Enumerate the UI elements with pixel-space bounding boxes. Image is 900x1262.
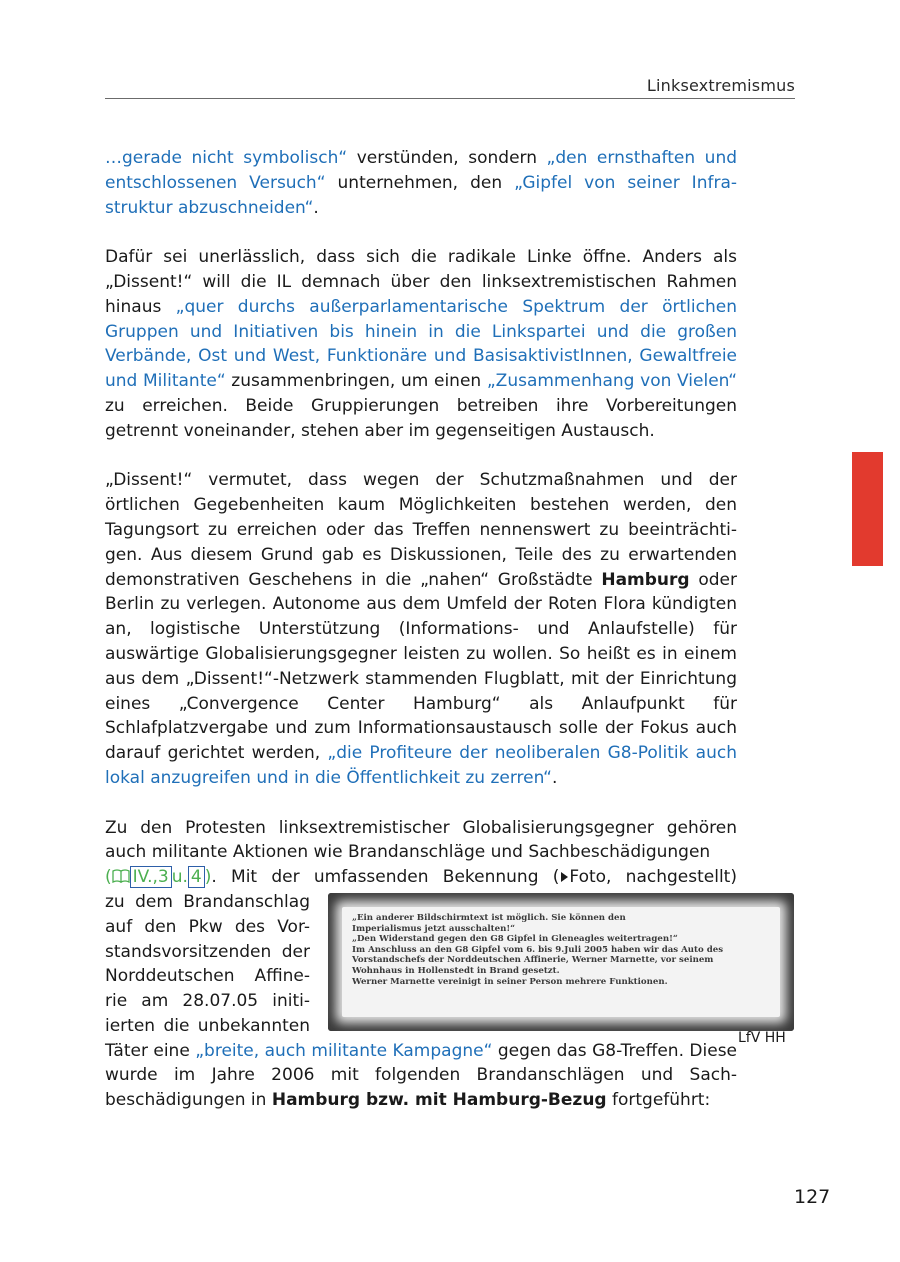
text-span: gegen das G8-Treffen. Diese wurde im Jahre 2006 mit folgenden Brandanschlägen und Sachbeschädigungen in bbox=[105, 1040, 738, 1111]
photo-line: „Ein anderer Bildschirmtext ist möglich. Sie können den bbox=[352, 913, 626, 923]
photo-line: Wohnhaus in Hollenstedt in Brand gesetzt. bbox=[352, 965, 560, 976]
photo-line: Im Anschluss an den G8 Gipfel vom 6. bis 9.Juli 2005 haben wir das Auto des bbox=[352, 944, 724, 955]
quote-5: „Zusammenhang von Vielen“ bbox=[486, 371, 738, 392]
paragraph-3 bbox=[105, 468, 737, 790]
photo-line: Werner Marnette vereinigt in seiner Person mehrere Funktionen. bbox=[352, 976, 668, 987]
reference-link-a[interactable]: IV.,3 bbox=[130, 866, 172, 888]
wrapped-lines bbox=[105, 890, 310, 1039]
text-span: verstünden, sondern bbox=[347, 148, 547, 168]
quote-1: …gerade nicht symbolisch“ bbox=[105, 148, 348, 168]
text-span: unternehmen, den bbox=[325, 172, 515, 193]
ref-connector: u. bbox=[171, 867, 188, 888]
text-span: . Mit der umfassenden Bekennung ( bbox=[211, 867, 560, 888]
wrap-line: standsvorsitzenden der bbox=[105, 941, 310, 962]
text-span: zu erreichen. Beide Gruppierungen betreiben ihre Vorbereitungen getrennt voneinander, stehen aber im gegenseitigen Austausch. bbox=[105, 395, 737, 441]
text-span: Dafür sei unerlässlich, dass sich die radikale Linke öffne. Anders als „Dissent!“ will die IL demnach über den linksextremistischen Rahmen hinaus bbox=[105, 247, 737, 317]
paragraph-2 bbox=[105, 245, 737, 443]
photo-line: Vorstandschefs der Norddeutschen Affinerie, Werner Marnette, vor seinem bbox=[352, 955, 714, 966]
text-span: . bbox=[313, 197, 319, 218]
reference-line bbox=[105, 865, 737, 890]
photo-line: Imperialismus jetzt ausschalten!“ bbox=[352, 923, 516, 934]
bold-hamburg: Hamburg bbox=[601, 569, 690, 590]
wrap-line: ierten die unbekannten bbox=[105, 1015, 310, 1036]
text-span: . bbox=[551, 767, 558, 788]
quote-3: „Gipfel von seiner Infrastruktur abzuschneiden“ bbox=[105, 172, 738, 218]
photo-credit: LfV HH bbox=[738, 1030, 786, 1046]
header-title: Linksextremismus bbox=[646, 76, 795, 95]
text-span: fortgeführt: bbox=[606, 1090, 711, 1111]
page-number: 127 bbox=[794, 1186, 831, 1208]
wrap-line: auf den Pkw des Vor- bbox=[105, 916, 310, 937]
text-span: zusammenbringen, um einen bbox=[225, 371, 487, 392]
bold-hamburg-bezug: Hamburg bzw. mit Hamburg-Bezug bbox=[271, 1090, 607, 1111]
running-header bbox=[105, 74, 795, 99]
ref-paren: ) bbox=[204, 867, 212, 888]
chapter-side-tab bbox=[852, 452, 883, 566]
text-span: Foto, nachgestellt) bbox=[569, 867, 737, 888]
paragraph-1 bbox=[105, 146, 737, 220]
text-span: Zu den Protesten linksextremistischer Globalisierungsgegner gehören auch militante Aktionen wie Brandanschläge und Sachbeschädigungen bbox=[105, 817, 737, 863]
quote-4: „quer durchs außerparlamentarische Spektrum der örtlichen Gruppen und Initiativen bis hinein in die Linkspartei und die großen Verbände, Ost und West, Funktionäre und BasisaktivistInnen, Gewaltfreie und Militante“ bbox=[105, 296, 737, 392]
reference-link-b[interactable]: 4 bbox=[188, 866, 205, 888]
quote-7: „breite, auch militante Kampagne“ bbox=[195, 1040, 493, 1061]
photo-line: „Den Widerstand gegen den G8 Gipfel in Gleneagles weitertragen!“ bbox=[352, 934, 678, 945]
photo-text bbox=[342, 907, 780, 1017]
wrap-line: zu dem Brandanschlag bbox=[105, 891, 310, 912]
book-icon bbox=[112, 866, 130, 880]
wrap-line: Norddeutschen Affine- bbox=[105, 966, 310, 987]
ref-paren: ( bbox=[105, 867, 112, 888]
text-span: oder Berlin zu verlegen. Autonome aus dem Umfeld der Roten Flora kündigten an, logistische Unterstützung (Informations- und Anlaufstelle) für auswärtige Globalisierungsgegner leisten zu wollen. So heißt es in einem aus dem „Dissent!“-Netzwerk stammenden Flugblatt, mit der Einrichtung eines „Convergence Center Hamburg“ als Anlaufpunkt für Schlafplatzvergabe und zum Informationsaustausch solle der Fokus auch darauf gerichtet werden, bbox=[105, 569, 738, 764]
arrow-right-icon bbox=[559, 866, 569, 878]
wrap-line: rie am 28.07.05 initi- bbox=[105, 991, 310, 1012]
quote-2: „den ernsthaften und entschlossenen Versuch“ bbox=[105, 148, 738, 193]
quote-6: „die Profiteure der neoliberalen G8-Politik auch lokal anzugreifen und in die Öffentlichkeit zu zerren“ bbox=[105, 743, 737, 788]
confession-letter-photo bbox=[328, 893, 794, 1031]
text-span: „Dissent!“ vermutet, dass wegen der Schutzmaßnahmen und der örtlichen Gegebenheiten kaum Möglichkeiten bestehen werden, den Tagungsort zu erreichen oder das Treffen nennenswert zu beeinträchtigen. Aus diesem Grund gab es Diskussionen, Teile des zu erwartenden demonstrativen Geschehens in die „nahen“ Großstädte bbox=[105, 470, 737, 590]
text-span: Täter eine bbox=[105, 1040, 196, 1061]
